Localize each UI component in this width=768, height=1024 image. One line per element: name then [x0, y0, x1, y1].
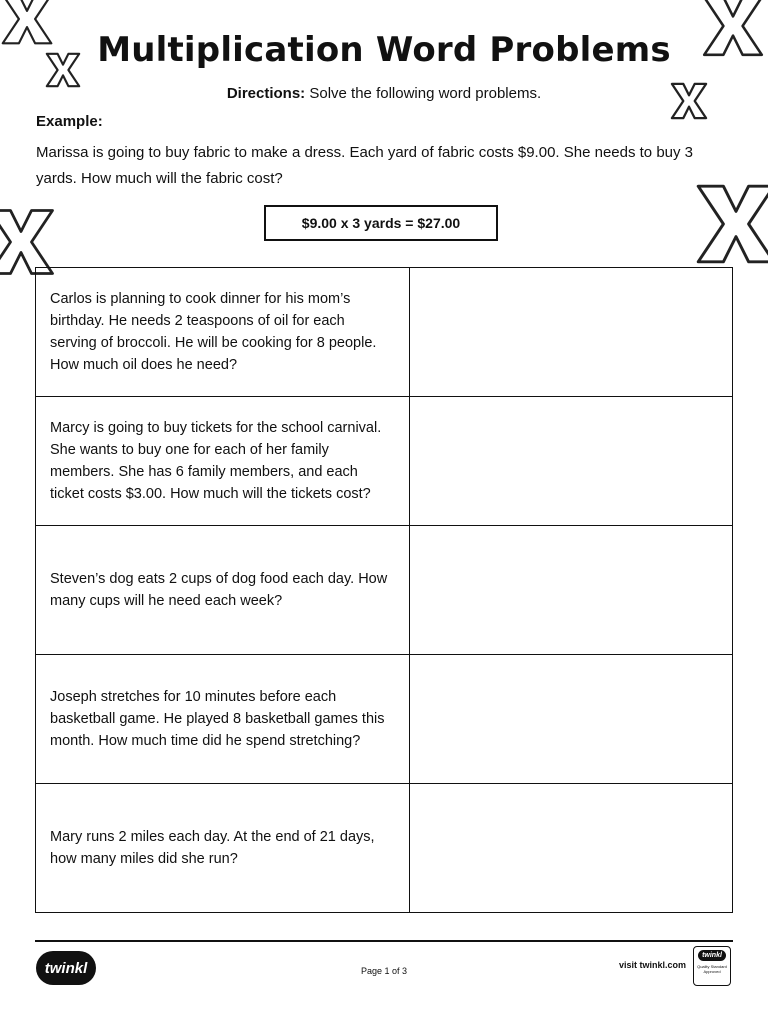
problem-question: Steven’s dog eats 2 cups of dog food each day. How many cups will he need each week? [36, 526, 410, 655]
problems-table [35, 267, 733, 913]
footer-divider [35, 940, 733, 942]
problem-question: Mary runs 2 miles each day. At the end of 21 days, how many miles did she run? [36, 784, 410, 913]
problem-answer-cell[interactable] [410, 784, 733, 913]
problem-answer-cell[interactable] [410, 526, 733, 655]
twinkl-logo[interactable]: twinkl [36, 951, 96, 985]
table-row [36, 784, 733, 913]
problem-answer-cell[interactable] [410, 268, 733, 397]
page-title: Multiplication Word Problems [97, 30, 671, 70]
page-number: Page 1 of 3 [360, 966, 408, 976]
table-row [36, 526, 733, 655]
directions-label: Directions: [226, 85, 306, 102]
quality-badge [693, 946, 731, 986]
badge-logo: twinkl [698, 950, 726, 961]
table-row [36, 268, 733, 397]
example-text: Marissa is going to buy fabric to make a dress. Each yard of fabric costs $9.00. She needs to buy 3 yards. How much will the fabric cost? [36, 144, 694, 187]
problem-question: Joseph stretches for 10 minutes before each basketball game. He played 8 basketball games this month. How much time did he spend stretching? [36, 655, 410, 784]
directions [0, 85, 768, 102]
example-label: Example: [36, 113, 103, 130]
problem-question: Carlos is planning to cook dinner for his mom’s birthday. He needs 2 teaspoons of oil for each serving of broccoli. He will be cooking for 8 people. How much oil does he need? [36, 268, 410, 397]
table-row [36, 397, 733, 526]
visit-link[interactable]: visit twinkl.com [618, 960, 686, 970]
problem-answer-cell[interactable] [410, 655, 733, 784]
directions-text: Solve the following word problems. [309, 85, 542, 102]
table-row [36, 655, 733, 784]
example-answer-box: $9.00 x 3 yards = $27.00 [264, 205, 498, 241]
problem-question: Marcy is going to buy tickets for the school carnival. She wants to buy one for each of her family members. She has 6 family members, and each ticket costs $3.00. How much will the tickets cost? [36, 397, 410, 526]
problem-answer-cell[interactable] [410, 397, 733, 526]
badge-text: Quality Standard Approved [697, 964, 727, 974]
